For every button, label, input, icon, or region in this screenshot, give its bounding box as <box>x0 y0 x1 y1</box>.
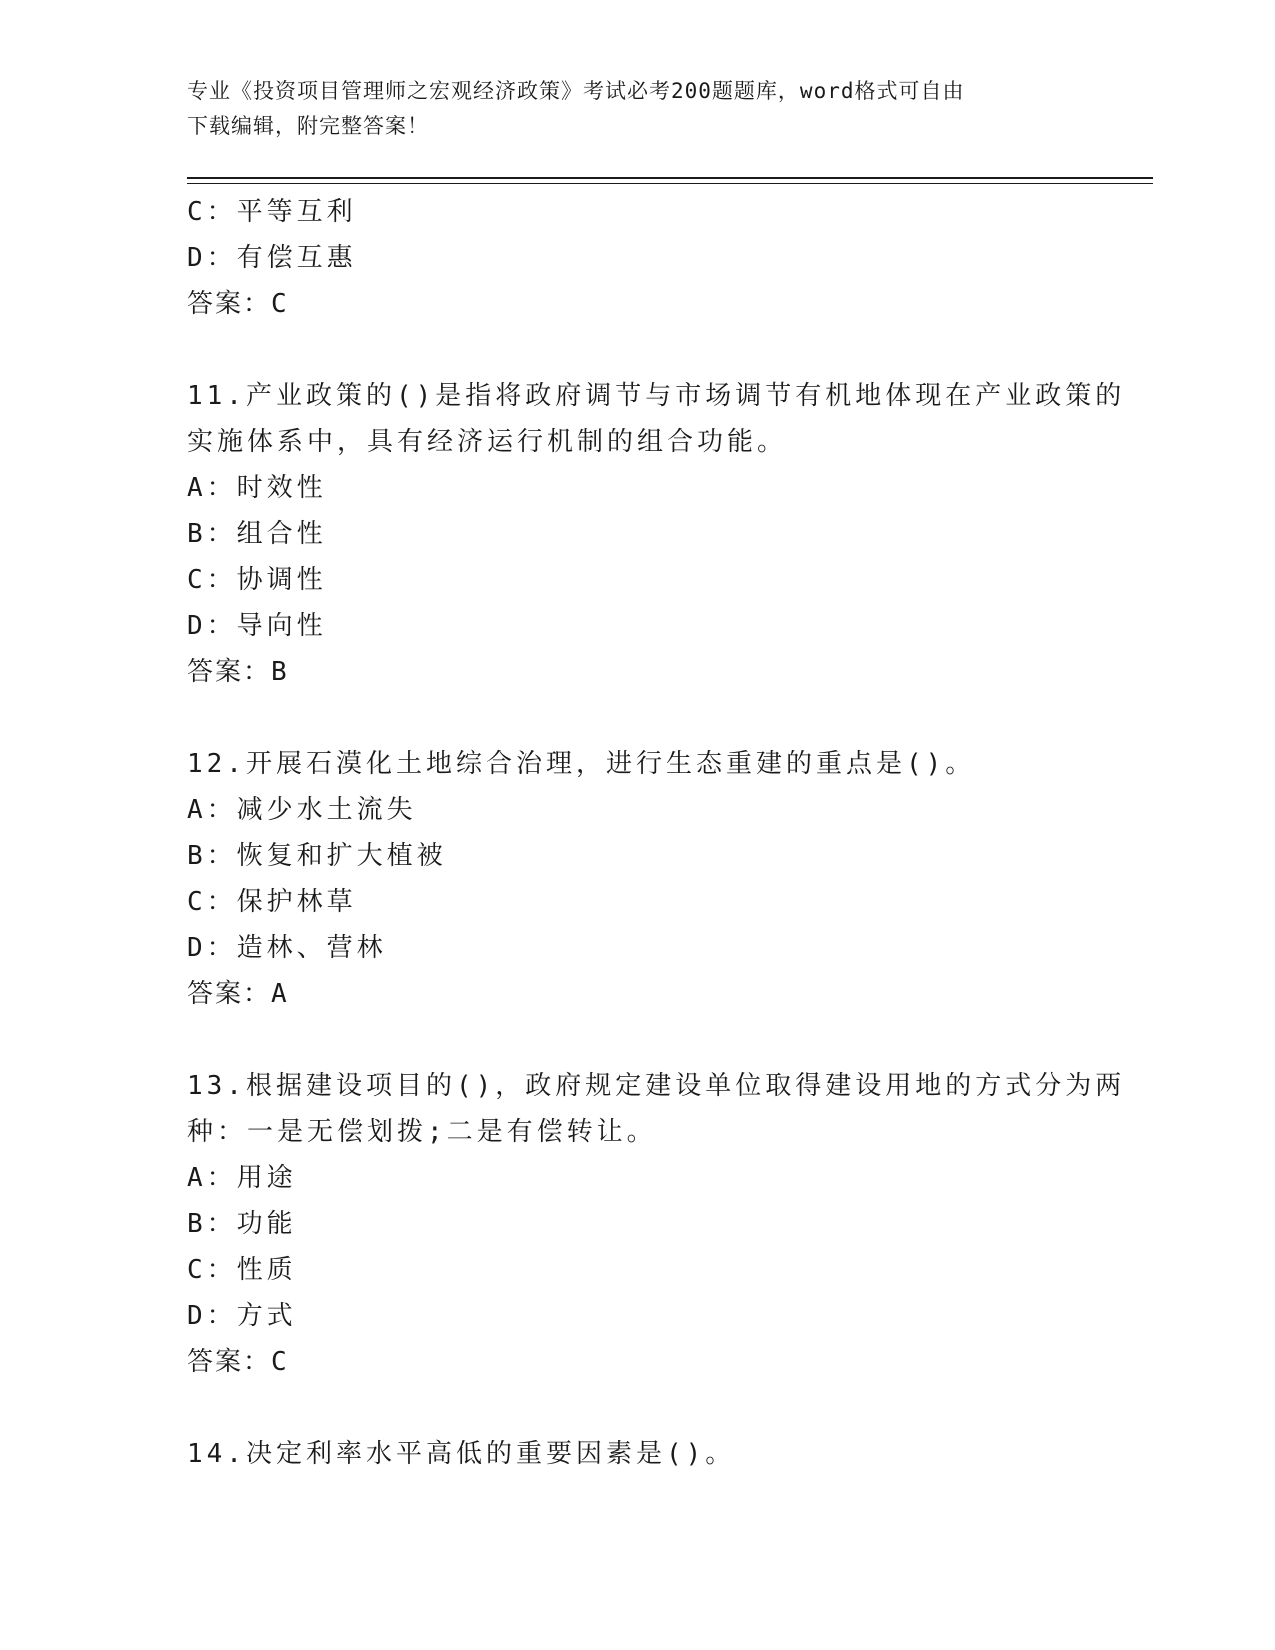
spacer <box>187 1385 1087 1431</box>
option-c: C：协调性 <box>187 565 327 595</box>
option-d: D：有偿互惠 <box>187 243 357 273</box>
question-stem-line: 13.根据建设项目的()，政府规定建设单位取得建设用地的方式分为两 <box>187 1071 1126 1101</box>
option-b: B：组合性 <box>187 519 327 549</box>
option-d: D：导向性 <box>187 611 327 641</box>
spacer <box>187 327 1087 373</box>
answer-line: 答案：C <box>187 289 289 319</box>
question-stem-line: 14.决定利率水平高低的重要因素是()。 <box>187 1439 736 1469</box>
question-fragment <box>187 189 1087 327</box>
option-a: A：用途 <box>187 1163 297 1193</box>
option-d: D：方式 <box>187 1301 297 1331</box>
header-line-1: 专业《投资项目管理师之宏观经济政策》考试必考200题题库，word格式可自由 <box>187 79 965 103</box>
answer-line: 答案：A <box>187 979 289 1009</box>
option-d: D：造林、营林 <box>187 933 387 963</box>
option-a: A：减少水土流失 <box>187 795 417 825</box>
question-11 <box>187 373 1126 695</box>
header-line-2: 下载编辑，附完整答案！ <box>187 114 429 138</box>
spacer <box>187 1017 1087 1063</box>
spacer <box>187 695 1087 741</box>
question-14 <box>187 1431 1087 1477</box>
option-b: B：恢复和扩大植被 <box>187 841 447 871</box>
header-divider-thin <box>187 183 1153 184</box>
option-b: B：功能 <box>187 1209 297 1239</box>
question-stem-line: 实施体系中，具有经济运行机制的组合功能。 <box>187 427 788 457</box>
question-stem-line: 11.产业政策的()是指将政府调节与市场调节有机地体现在产业政策的 <box>187 381 1126 411</box>
option-c: C：保护林草 <box>187 887 357 917</box>
option-a: A：时效性 <box>187 473 327 503</box>
header-divider-thick <box>187 177 1153 179</box>
option-c: C：性质 <box>187 1255 297 1285</box>
option-c: C：平等互利 <box>187 197 357 227</box>
answer-line: 答案：B <box>187 657 289 687</box>
document-header <box>187 74 1067 144</box>
question-13 <box>187 1063 1126 1385</box>
question-12 <box>187 741 1087 1017</box>
question-stem-line: 种：一是无偿划拨;二是有偿转让。 <box>187 1117 657 1147</box>
question-list <box>187 189 1126 1477</box>
answer-line: 答案：C <box>187 1347 289 1377</box>
question-stem-line: 12.开展石漠化土地综合治理，进行生态重建的重点是()。 <box>187 749 976 779</box>
